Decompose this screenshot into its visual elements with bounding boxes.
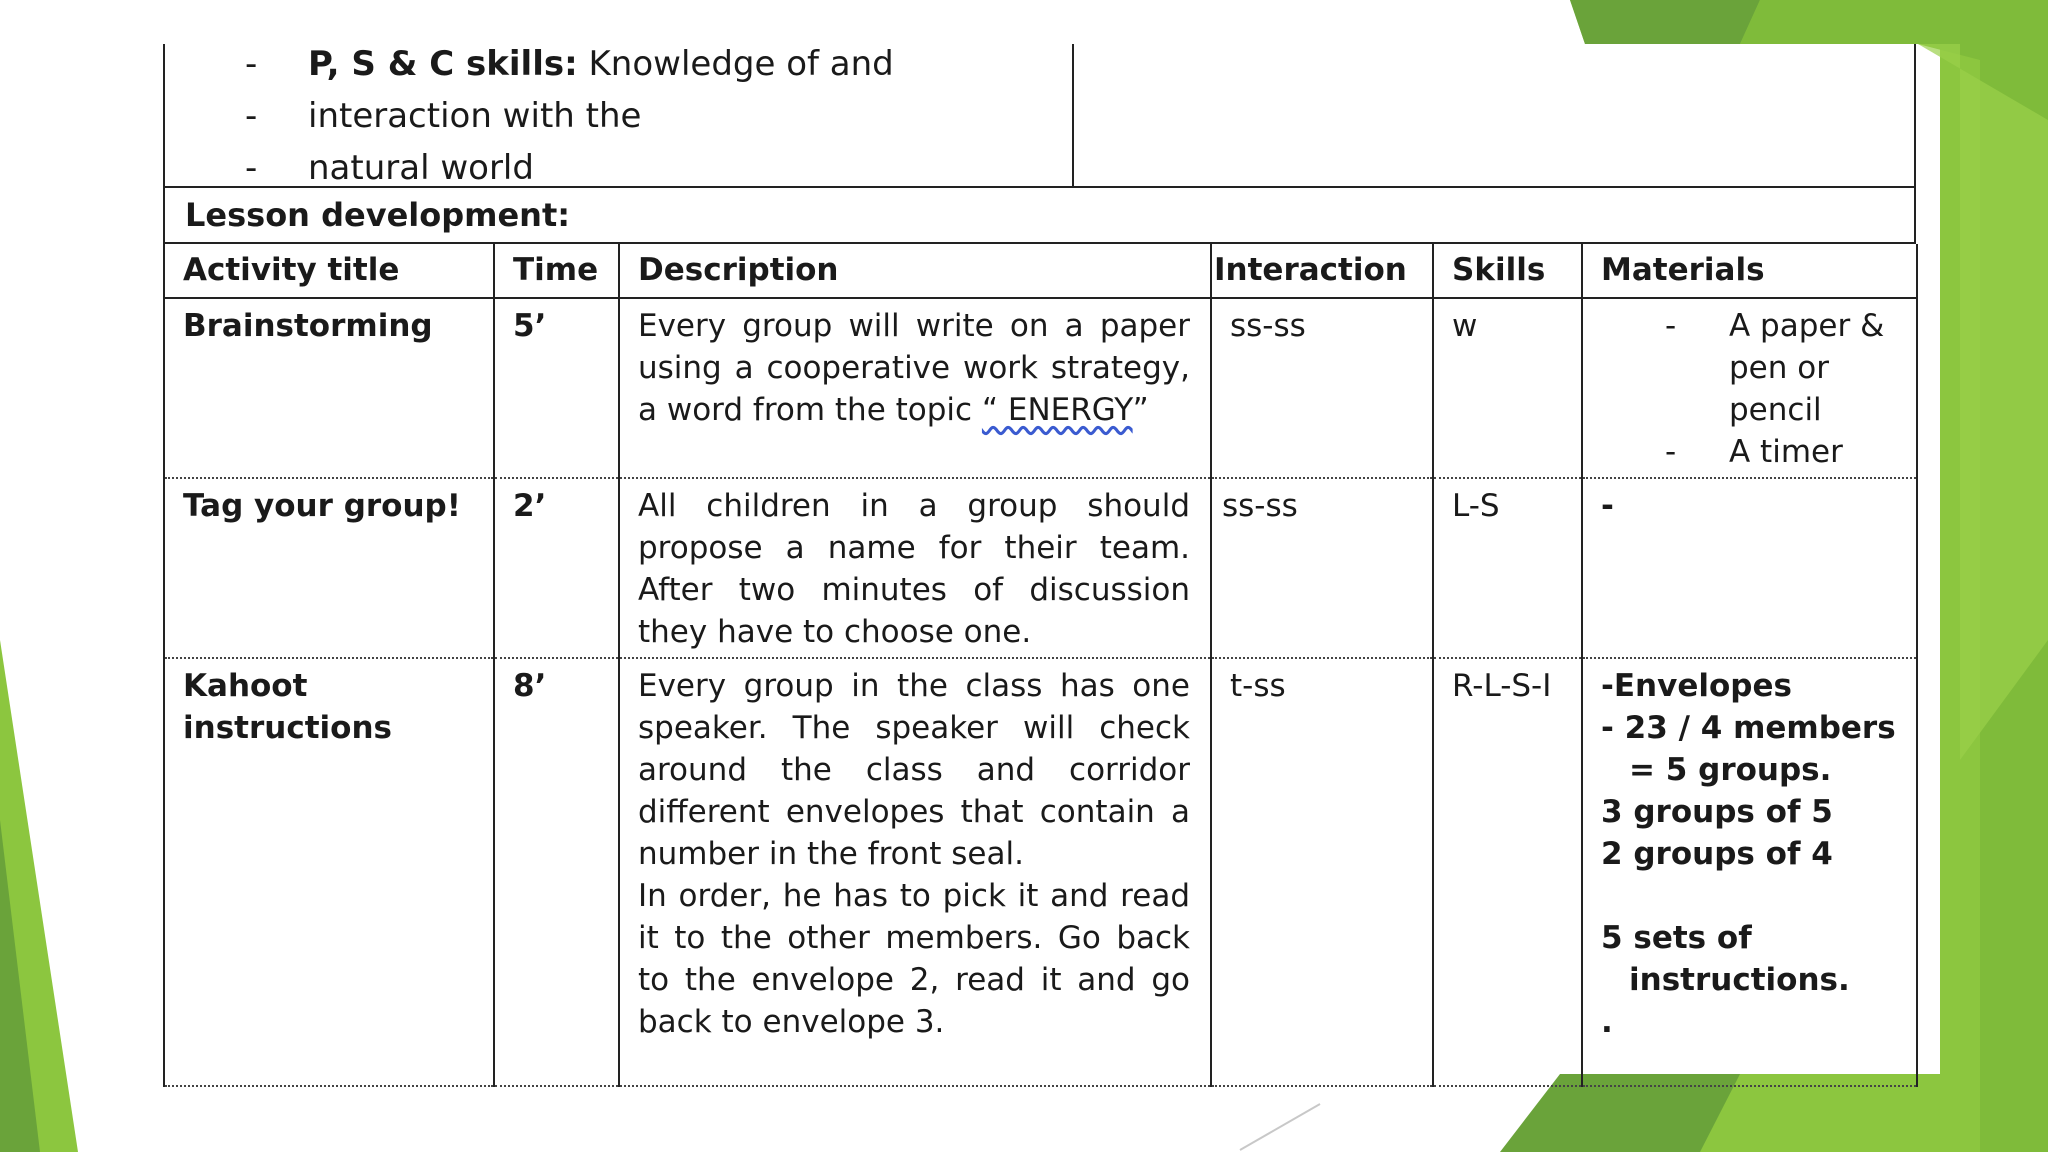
header-description: Description — [619, 244, 1211, 298]
time-cell: 5’ — [494, 298, 619, 478]
material-line: . — [1601, 1004, 1613, 1040]
time-cell: 8’ — [494, 658, 619, 1086]
bullet-dash: - — [1665, 308, 1677, 344]
materials-cell — [1582, 658, 1917, 1086]
material-item — [1601, 431, 1896, 473]
description-cell: All children in a group should propose a name for their team. After two minutes of discussion they have to choose one. — [619, 478, 1211, 658]
interaction-cell: ss-ss — [1211, 478, 1433, 658]
header-interaction: Interaction — [1211, 244, 1433, 298]
skills-cell: R-L-S-I — [1433, 658, 1582, 1086]
header-activity-title: Activity title — [164, 244, 494, 298]
material-line: 2 groups of 4 — [1601, 836, 1833, 872]
document-page — [163, 44, 1918, 1074]
description-cell — [619, 658, 1211, 1086]
objective-bullet — [245, 44, 894, 84]
activity-title-cell: Tag your group! — [164, 478, 494, 658]
bullet-text: natural world — [308, 148, 534, 188]
objectives-box — [163, 44, 1916, 188]
material-line: - 23 / 4 members — [1601, 710, 1896, 746]
objective-bullet — [245, 96, 641, 136]
time-cell: 2’ — [494, 478, 619, 658]
table-row — [164, 478, 1917, 658]
activity-title-cell: Brainstorming — [164, 298, 494, 478]
table-header-row — [164, 244, 1917, 298]
material-item — [1601, 305, 1896, 431]
description-paragraph: In order, he has to pick it and read it to the other members. Go back to the envelope 2, read it and go back to envelope 3. — [638, 878, 1190, 1040]
material-line: -Envelopes — [1601, 668, 1792, 704]
description-text: ” — [1132, 392, 1149, 428]
objective-bullet — [245, 148, 534, 188]
material-line: 5 sets of — [1601, 920, 1752, 956]
interaction-cell: ss-ss — [1211, 298, 1433, 478]
description-text: Every group will write on a paper using a cooperative work strategy, a word from the topic — [638, 308, 1190, 428]
header-materials: Materials — [1582, 244, 1917, 298]
description-cell — [619, 298, 1211, 478]
skills-cell: L-S — [1433, 478, 1582, 658]
skills-cell: w — [1433, 298, 1582, 478]
material-spacer — [1601, 875, 1896, 917]
bullet-dash: - — [1665, 434, 1677, 470]
material-line: 3 groups of 5 — [1601, 794, 1833, 830]
bullet-dash: - — [245, 148, 258, 188]
bullet-bold-label: P, S & C skills: — [308, 44, 578, 84]
objectives-left-cell — [165, 44, 1074, 186]
material-line: instructions. — [1629, 962, 1850, 998]
bullet-text: interaction with the — [308, 96, 642, 136]
interaction-cell: t-ss — [1211, 658, 1433, 1086]
activity-title-cell: Kahoot instructions — [164, 658, 494, 1086]
material-text: A timer — [1729, 434, 1843, 470]
material-text: A paper & pen or pencil — [1729, 308, 1885, 428]
table-row — [164, 658, 1917, 1086]
header-skills: Skills — [1433, 244, 1582, 298]
description-paragraph: Every group in the class has one speaker. The speaker will check around the class and corridor different envelopes that contain a number in the front seal. — [638, 668, 1190, 872]
spellcheck-text: “ ENERGY — [981, 392, 1133, 428]
materials-cell — [1582, 298, 1917, 478]
materials-cell: - — [1582, 478, 1917, 658]
bullet-dash: - — [245, 44, 258, 84]
bullet-dash: - — [245, 96, 258, 136]
table-row — [164, 298, 1917, 478]
header-time: Time — [494, 244, 619, 298]
lesson-development-heading: Lesson development: — [163, 188, 1916, 244]
bullet-text: Knowledge of and — [577, 44, 894, 84]
lesson-table — [163, 244, 1918, 1087]
material-line: = 5 groups. — [1629, 752, 1832, 788]
